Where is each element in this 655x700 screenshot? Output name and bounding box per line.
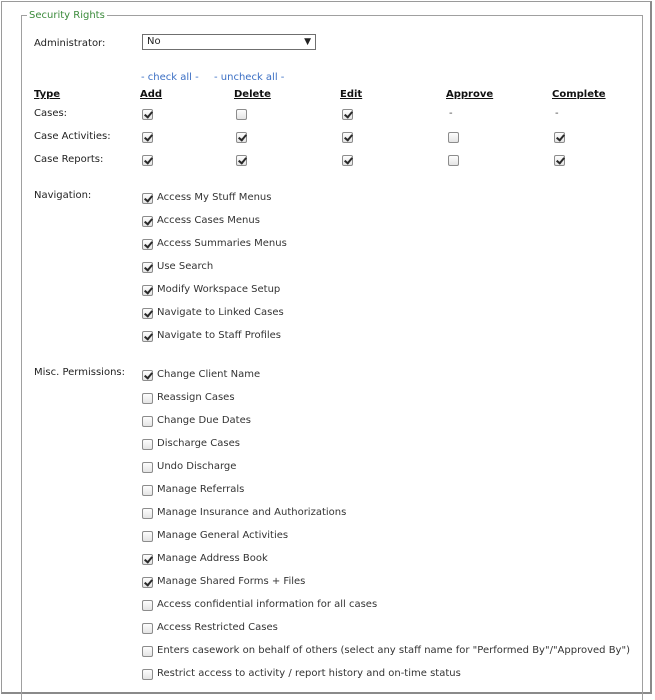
column-header-complete: Complete — [552, 89, 606, 100]
column-header-type: Type — [34, 89, 61, 100]
misc-permission-item-label: Access Restricted Cases — [157, 622, 278, 633]
misc-permission-item-checkbox[interactable] — [142, 554, 153, 565]
misc-permission-item-checkbox[interactable] — [142, 393, 153, 404]
navigation-item-label: Access Cases Menus — [157, 215, 260, 226]
checkbox-add[interactable] — [142, 132, 153, 143]
navigation-item-label: Navigate to Staff Profiles — [157, 330, 282, 341]
misc-permission-item-checkbox[interactable] — [142, 577, 153, 588]
misc-permission-item-checkbox[interactable] — [142, 646, 153, 657]
navigation-item-label: Use Search — [157, 261, 214, 272]
rights-row-label: Case Activities: — [34, 131, 111, 142]
uncheck-all-link[interactable]: - uncheck all - — [214, 72, 285, 83]
navigation-item-checkbox[interactable] — [142, 239, 153, 250]
checkbox-delete[interactable] — [236, 132, 247, 143]
checkbox-edit[interactable] — [342, 155, 353, 166]
dropdown-arrow-icon: ▼ — [304, 37, 311, 47]
administrator-select[interactable] — [142, 34, 316, 50]
navigation-item-label: Modify Workspace Setup — [157, 284, 281, 295]
not-applicable-dash: - — [555, 108, 559, 119]
rights-row-label: Cases: — [34, 108, 68, 119]
navigation-item-label: Navigate to Linked Cases — [157, 307, 284, 318]
misc-permission-item-label: Reassign Cases — [157, 392, 235, 403]
misc-permission-item-label: Discharge Cases — [157, 438, 240, 449]
misc-permissions-label: Misc. Permissions: — [34, 367, 125, 378]
navigation-item-checkbox[interactable] — [142, 331, 153, 342]
column-header-delete: Delete — [234, 89, 271, 100]
misc-permission-item-checkbox[interactable] — [142, 531, 153, 542]
misc-permission-item-label: Manage Referrals — [157, 484, 245, 495]
misc-permission-item-checkbox[interactable] — [142, 669, 153, 680]
not-applicable-dash: - — [449, 108, 453, 119]
checkbox-edit[interactable] — [342, 132, 353, 143]
column-header-edit: Edit — [340, 89, 363, 100]
navigation-item-checkbox[interactable] — [142, 308, 153, 319]
administrator-select-value: No — [147, 36, 161, 47]
check-all-link[interactable]: - check all - — [141, 72, 199, 83]
section-title: Security Rights — [29, 10, 105, 21]
misc-permission-item-checkbox[interactable] — [142, 439, 153, 450]
misc-permission-item-label: Change Client Name — [157, 369, 261, 380]
column-header-approve: Approve — [446, 89, 494, 100]
misc-permission-item-label: Manage Address Book — [157, 553, 268, 564]
misc-permission-item-checkbox[interactable] — [142, 600, 153, 611]
navigation-item-checkbox[interactable] — [142, 285, 153, 296]
checkbox-edit[interactable] — [342, 109, 353, 120]
checkbox-add[interactable] — [142, 109, 153, 120]
checkbox-approve[interactable] — [448, 155, 459, 166]
navigation-item-label: Access Summaries Menus — [157, 238, 287, 249]
misc-permission-item-checkbox[interactable] — [142, 485, 153, 496]
column-header-add: Add — [140, 89, 163, 100]
navigation-label: Navigation: — [34, 190, 92, 201]
checkbox-add[interactable] — [142, 155, 153, 166]
misc-permission-item-checkbox[interactable] — [142, 462, 153, 473]
misc-permission-item-label: Access confidential information for all cases — [157, 599, 378, 610]
navigation-item-checkbox[interactable] — [142, 262, 153, 273]
misc-permission-item-label: Restrict access to activity / report history and on-time status — [157, 668, 461, 679]
misc-permission-item-label: Manage General Activities — [157, 530, 289, 541]
navigation-item-checkbox[interactable] — [142, 193, 153, 204]
checkbox-complete[interactable] — [554, 132, 565, 143]
checkbox-delete[interactable] — [236, 109, 247, 120]
misc-permission-item-checkbox[interactable] — [142, 508, 153, 519]
security-rights-group — [21, 10, 643, 700]
misc-permission-item-label: Change Due Dates — [157, 415, 251, 426]
misc-permission-item-checkbox[interactable] — [142, 416, 153, 427]
navigation-item-label: Access My Stuff Menus — [157, 192, 272, 203]
checkbox-delete[interactable] — [236, 155, 247, 166]
misc-permission-item-label: Manage Insurance and Authorizations — [157, 507, 347, 518]
misc-permission-item-checkbox[interactable] — [142, 370, 153, 381]
misc-permission-item-label: Undo Discharge — [157, 461, 237, 472]
administrator-label: Administrator: — [34, 38, 106, 49]
misc-permission-item-label: Manage Shared Forms + Files — [157, 576, 306, 587]
misc-permission-item-checkbox[interactable] — [142, 623, 153, 634]
navigation-item-checkbox[interactable] — [142, 216, 153, 227]
checkbox-approve[interactable] — [448, 132, 459, 143]
rights-row-label: Case Reports: — [34, 154, 104, 165]
checkbox-complete[interactable] — [554, 155, 565, 166]
misc-permission-item-label: Enters casework on behalf of others (select any staff name for "Performed By"/"Approved By") — [157, 645, 630, 656]
